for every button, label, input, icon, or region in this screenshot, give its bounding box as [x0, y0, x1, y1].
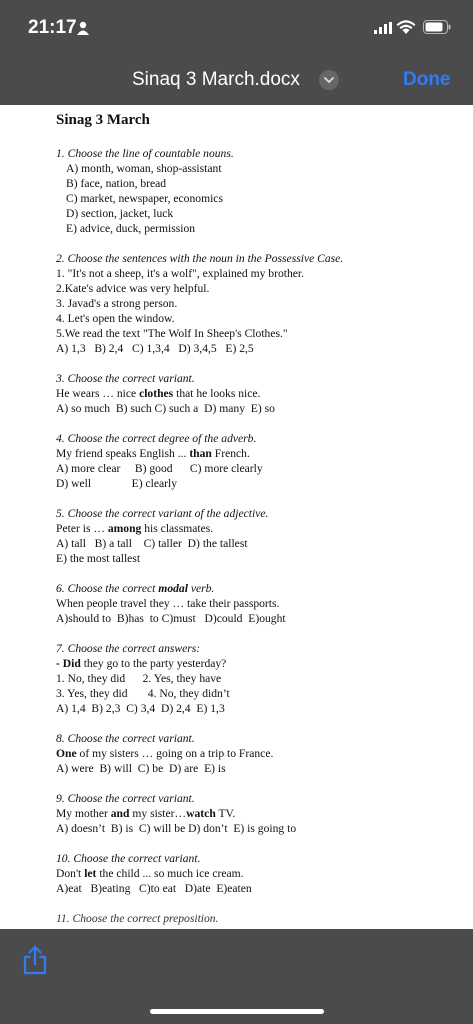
question-6: [56, 581, 456, 626]
text: my sister…: [129, 807, 187, 820]
document-page[interactable]: [0, 105, 473, 929]
home-indicator[interactable]: [150, 1009, 324, 1014]
text: verb.: [187, 582, 215, 595]
cellular-signal-icon: [374, 22, 392, 34]
answer-options: A) tall B) a tall C) taller D) the tallest: [56, 537, 248, 550]
question-line: 4. Let's open the window.: [56, 312, 175, 325]
answer-options: A) more clear B) good C) more clearly: [56, 462, 263, 475]
question-line: 5.We read the text "The Wolf In Sheep's Clothes.": [56, 327, 288, 340]
question-prompt: 3. Choose the correct variant.: [56, 372, 195, 385]
question-4: [56, 431, 456, 491]
question-prompt: 8. Choose the correct variant.: [56, 732, 195, 745]
question-line: 3. Javad's a strong person.: [56, 297, 178, 310]
question-line: 1. "It's not a sheep, it's a wolf", explained my brother.: [56, 267, 305, 280]
question-prompt: 10. Choose the correct variant.: [56, 852, 201, 865]
question-prompt: 5. Choose the correct variant of the adjective.: [56, 507, 269, 520]
option: B) face, nation, bread: [66, 177, 167, 190]
text: that he looks nice.: [173, 387, 261, 400]
text: He wears … nice: [56, 387, 140, 400]
text: My friend speaks English ...: [56, 447, 190, 460]
option: A) month, woman, shop-assistant: [66, 162, 222, 175]
bold-text: One: [56, 747, 77, 760]
nav-bar: [0, 60, 473, 105]
bold-text: modal: [158, 582, 188, 595]
question-line: [56, 746, 456, 761]
text: TV.: [215, 807, 236, 820]
question-7: [56, 641, 456, 716]
text: Don't: [56, 867, 85, 880]
question-prompt: [56, 582, 214, 595]
bold-text: - Did: [56, 657, 81, 670]
question-line: [56, 386, 456, 401]
question-prompt: 1. Choose the line of countable nouns.: [56, 147, 234, 160]
question-2: [56, 251, 456, 356]
option: D) section, jacket, luck: [66, 207, 174, 220]
answer-options: A)should to B)has to C)must D)could E)ought: [56, 612, 286, 625]
question-line: [56, 656, 456, 671]
document-content: [56, 113, 456, 929]
bold-text: let: [84, 867, 97, 880]
text: Peter is …: [56, 522, 108, 535]
answer-options: E) the most tallest: [56, 552, 141, 565]
text: his classmates.: [141, 522, 214, 535]
question-line: [56, 446, 456, 461]
question-line: [56, 806, 456, 821]
bold-text: watch: [186, 807, 216, 820]
question-prompt: 2. Choose the sentences with the noun in the Possessive Case.: [56, 252, 344, 265]
question-prompt: 11. Choose the correct preposition.: [56, 912, 219, 925]
question-8: [56, 731, 456, 776]
text: the child ... so much ice cream.: [96, 867, 244, 880]
person-icon: [76, 21, 90, 35]
title-menu-button[interactable]: [319, 70, 339, 90]
document-title[interactable]: Sinaq 3 March.docx: [132, 69, 300, 90]
wifi-icon: [396, 19, 416, 34]
question-line: When people travel they … take their passports.: [56, 597, 280, 610]
text: French.: [211, 447, 250, 460]
response-line: 3. Yes, they did 4. No, they didn’t: [56, 687, 230, 700]
page-title: Sinag 3 March: [56, 112, 150, 128]
bold-text: and: [110, 807, 130, 820]
answer-options: A) 1,4 B) 2,3 C) 3,4 D) 2,4 E) 1,3: [56, 702, 225, 715]
response-line: 1. No, they did 2. Yes, they have: [56, 672, 222, 685]
text: 6. Choose the correct: [56, 582, 159, 595]
status-bar: [0, 0, 473, 60]
question-line: [56, 521, 456, 536]
clock: 21:17: [28, 17, 77, 38]
answer-options: A) were B) will C) be D) are E) is: [56, 762, 226, 775]
question-1: [56, 146, 456, 236]
option: C) market, newspaper, economics: [66, 192, 223, 205]
answer-options: D) well E) clearly: [56, 477, 178, 490]
text: of my sisters … going on a trip to France.: [76, 747, 274, 760]
done-button[interactable]: Done: [403, 69, 451, 90]
bold-text: among: [107, 522, 142, 535]
question-prompt: 4. Choose the correct degree of the adverb.: [56, 432, 257, 445]
question-line: [56, 866, 456, 881]
answer-options: A)eat B)eating C)to eat D)ate E)eaten: [56, 882, 252, 895]
text: they go to the party yesterday?: [80, 657, 227, 670]
text: My mother: [56, 807, 111, 820]
question-3: [56, 371, 456, 416]
share-icon[interactable]: [22, 945, 48, 975]
bold-text: than: [189, 447, 212, 460]
answer-options: A) so much B) such C) such a D) many E) so: [56, 402, 275, 415]
answer-options: A) 1,3 B) 2,4 C) 1,3,4 D) 3,4,5 E) 2,5: [56, 342, 254, 355]
question-prompt: 9. Choose the correct variant.: [56, 792, 195, 805]
question-line: 2.Kate's advice was very helpful.: [56, 282, 210, 295]
question-11: [56, 911, 456, 926]
answer-options: A) doesn’t B) is C) will be D) don’t E) is going to: [56, 822, 297, 835]
chevron-down-icon: [319, 70, 339, 90]
question-prompt: 7. Choose the correct answers:: [56, 642, 201, 655]
question-9: [56, 791, 456, 836]
question-5: [56, 506, 456, 566]
bold-text: clothes: [139, 387, 174, 400]
question-10: [56, 851, 456, 896]
option: E) advice, duck, permission: [66, 222, 196, 235]
battery-icon: [423, 20, 451, 34]
